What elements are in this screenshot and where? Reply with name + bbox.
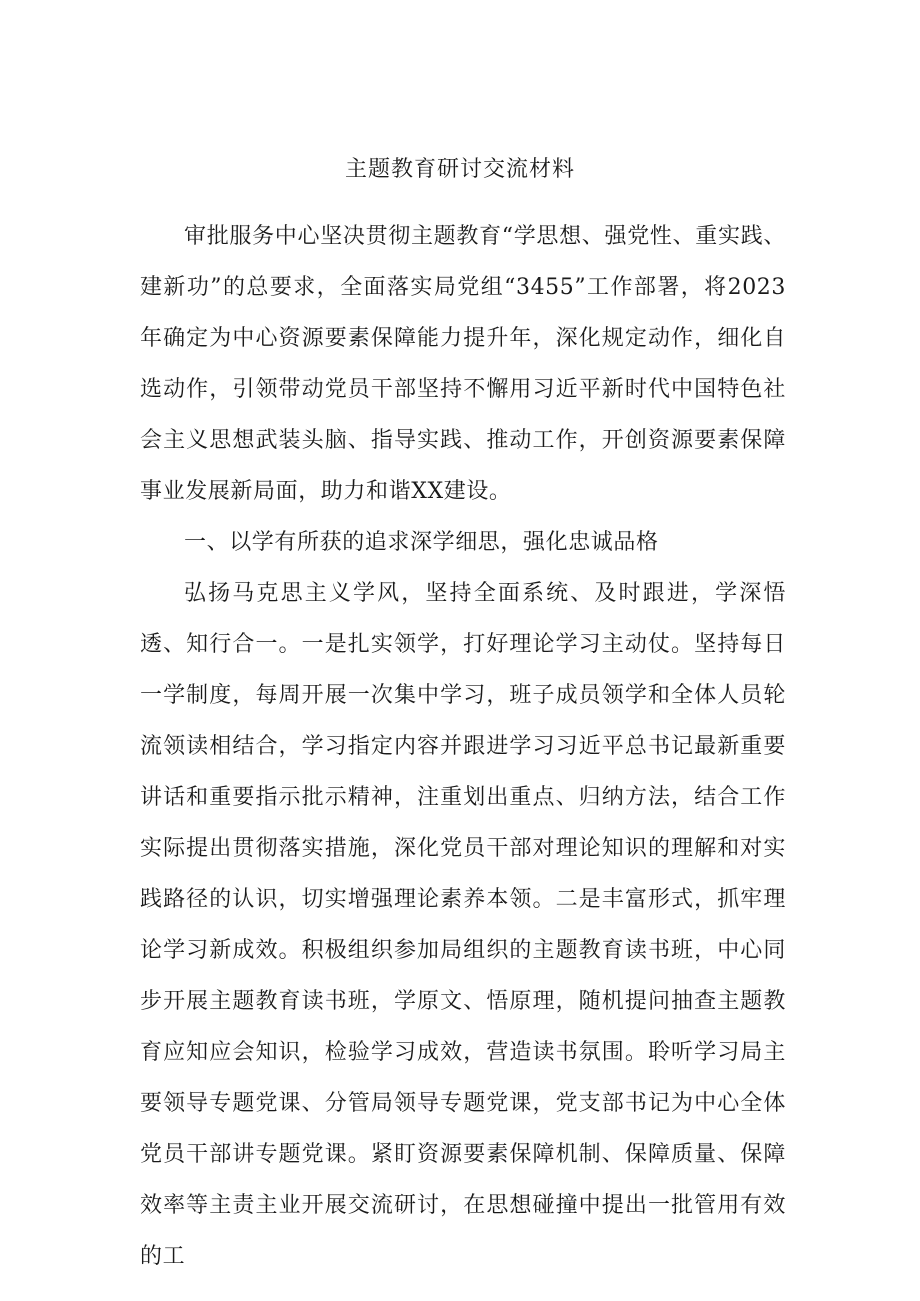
document-body [140,211,786,1282]
intro-paragraph: 审批服务中心坚决贯彻主题教育“学思想、强党性、重实践、建新功”的总要求，全面落实局党组“3455”工作部署，将2023年确定为中心资源要素保障能力提升年，深化规定动作，细化自选动作，引领带动党员干部坚持不懈用习近平新时代中国特色社会主义思想武装头脑、指导实践、推动工作，开创资源要素保障事业发展新局面，助力和谐XX建设。 [140,224,786,504]
section-heading-1: 一、以学有所获的追求深学细思，强化忠诚品格 [184,530,659,555]
document-title: 主题教育研讨交流材料 [344,157,575,182]
section-1-paragraph: 弘扬马克思主义学风，坚持全面系统、及时跟进，学深悟透、知行合一。一是扎实领学，打好理论学习主动仗。坚持每日一学制度，每周开展一次集中学习，班子成员领学和全体人员轮流领读相结合，学习指定内容并跟进学习习近平总书记最新重要讲话和重要指示批示精神，注重划出重点、归纳方法，结合工作实际提出贯彻落实措施，深化党员干部对理论知识的理解和对实践路径的认识，切实增强理论素养本领。二是丰富形式，抓牢理论学习新成效。积极组织参加局组织的主题教育读书班，中心同步开展主题教育读书班，学原文、悟原理，随机提问抽查主题教育应知应会知识，检验学习成效，营造读书氛围。聆听学习局主要领导专题党课、分管局领导专题党课，党支部书记为中心全体党员干部讲专题党课。紧盯资源要素保障机制、保障质量、保障效率等主责主业开展交流研讨，在思想碰撞中提出一批管用有效的工 [140,581,786,1269]
